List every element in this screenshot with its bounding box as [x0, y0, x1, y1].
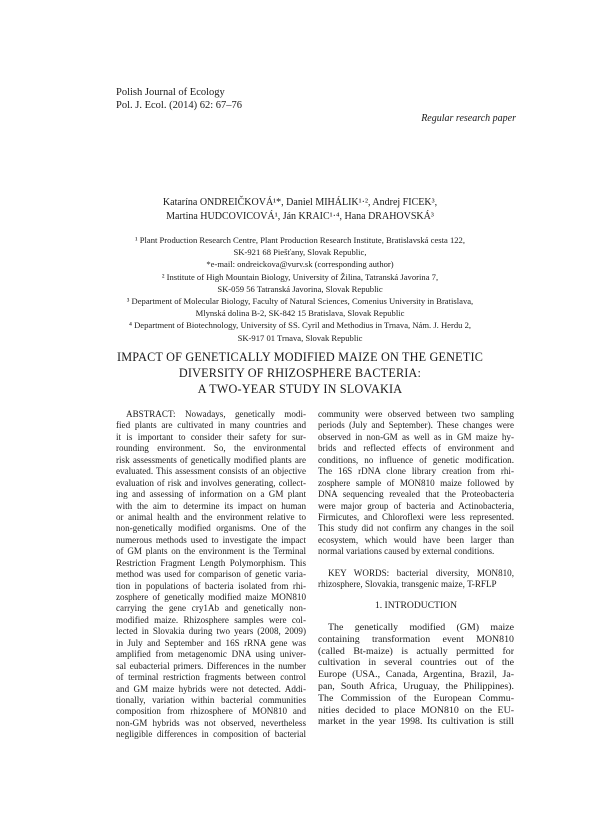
intro-line: nities decided to place MON810 on the EU-: [318, 704, 514, 716]
keywords-line: KEY WORDS: bacterial diversity, MON810,: [328, 567, 514, 578]
intro-line: The Commission of the European Commu-: [318, 692, 514, 704]
abstract-line: Firmicutes, and Chloroflexi were less represented.: [318, 511, 514, 522]
affiliation-line: ² Institute of High Mountain Biology, University of Žilina, Tatranská Javorina 7,: [161, 271, 439, 282]
title-line: DIVERSITY OF RHIZOSPHERE BACTERIA:: [178, 366, 422, 380]
authors-line-2: Martina HUDCOVICOVÁ¹, Ján KRAIC¹·⁴, Hana DRAHOVSKÁ³: [166, 210, 434, 222]
abstract-line: modified maize. Rhizosphere samples were col-: [116, 614, 306, 625]
abstract-line: tion in populations of bacteria isolated from rhi-: [116, 580, 306, 591]
abstract-line: were major group of bacteria and Actinobacteria,: [318, 500, 514, 511]
abstract-line: ing and assessing of information on a GM plant: [116, 489, 306, 500]
abstract-line: carrying the gene cry1Ab and genetically non-: [116, 603, 306, 614]
abstract-line: evaluation of risk and involves generating, collect-: [116, 477, 306, 488]
abstract-line: negligible differences in composition of bacterial: [116, 729, 306, 740]
abstract-line: DNA sequencing revealed that the Proteobacteria: [318, 489, 514, 500]
intro-line: cultivation in several countries out of the: [318, 657, 514, 669]
intro-line: (called Bt-maize) is actually permitted for: [318, 645, 514, 657]
affiliation-line: ⁴ Department of Biotechnology, University of SS. Cyril and Methodius in Trnava, Nám. J. Herdu 2,: [128, 320, 472, 331]
abstract-line: of terminal restriction fragments between control: [116, 672, 306, 683]
abstract-line: rounding environment. So, the environmental: [116, 443, 306, 454]
abstract-line: community were observed between two sampling: [318, 409, 514, 419]
abstract-line: ABSTRACT: Nowadays, genetically modi-: [126, 409, 306, 419]
affiliation-line: ¹ Plant Production Research Centre, Plant Production Research Institute, Bratislavská cesta 122,: [134, 235, 466, 245]
intro-line: Europe (USA., Canada, Argentina, Brazil, Ja-: [318, 669, 514, 681]
abstract-line: evaluated. This assessment consists of an objective: [116, 466, 306, 477]
section-heading-introduction: 1. INTRODUCTION: [374, 599, 458, 611]
keywords-line: rhizosphere, Slovakia, transgenic maize, T-RFLP: [318, 579, 497, 590]
abstract-line: with the aim to determine its impact on human: [116, 500, 306, 511]
title-line: IMPACT OF GENETICALLY MODIFIED MAIZE ON THE GENETIC: [116, 350, 484, 364]
author-list: [90, 196, 510, 223]
abstract-right-column: [318, 409, 514, 728]
abstract-line: normal variations caused by external conditions.: [318, 546, 495, 557]
abstract-line: ecosystem, which would have been larger than: [318, 534, 514, 545]
journal-header: [116, 86, 242, 112]
intro-line: market in the year 1998. Its cultivation is still: [318, 716, 514, 728]
intro-line: The genetically modified (GM) maize: [328, 622, 514, 634]
title-line: A TWO-YEAR STUDY IN SLOVAKIA: [197, 382, 403, 396]
abstract-line: lected in Slovakia during two years (2008, 2009): [116, 626, 306, 637]
intro-line: containing transformation event MON810: [318, 633, 514, 645]
abstract-line: amplified from metagenomic DNA using univer-: [116, 649, 306, 660]
paper-type: Regular research paper: [421, 113, 516, 124]
abstract-line: periods (July and September). These changes were: [318, 420, 514, 431]
abstract-line: non-genetically modified organisms. One of the: [116, 523, 306, 534]
affiliation-line: *e-mail: ondreickova@vurv.sk (corresponding author): [206, 259, 394, 270]
abstract-line: risk assessments of genetically modified plants are: [116, 454, 306, 465]
abstract-line: The 16S rDNA clone library creation from rhi-: [318, 466, 514, 477]
abstract-line: conditions, no influence of genetic modification.: [318, 454, 514, 465]
keywords: [318, 568, 514, 591]
abstract-line: and GM maize hybrids were not detected. Addi-: [116, 683, 306, 694]
abstract-line: non-GM hybrids was not observed, nevertheless: [116, 717, 306, 728]
affiliation-line: Mlynská dolina B-2, SK-842 15 Bratislava, Slovak Republic: [195, 308, 405, 319]
abstract-line: in July and September and 16S rRNA gene was: [116, 637, 306, 648]
abstract-line: fied plants are cultivated in many countries and: [116, 420, 306, 431]
abstract-line: sal eubacterial primers. Differences in the number: [116, 660, 306, 671]
abstract-left-column: [116, 409, 306, 741]
abstract-line: composition from rhizosphere of MON810 and: [116, 706, 306, 717]
abstract-line: observed in non-GM as well as in GM maize hy-: [318, 431, 514, 442]
affiliations: [90, 234, 510, 344]
abstract-line: or animal health and the environment relative to: [116, 511, 306, 522]
abstract-line: This study did not confirm any changes in the soil: [318, 523, 514, 534]
abstract-line: brids and reflected effects of environment and: [318, 443, 514, 454]
intro-line: pan, South Africa, Uruguay, the Philippines).: [318, 681, 514, 692]
affiliation-line: SK-921 68 Piešťany, Slovak Republic,: [233, 247, 367, 258]
authors-line-1: Katarína ONDREIČKOVÁ¹*, Daniel MIHÁLIK¹·², Andrej FICEK³,: [162, 197, 438, 208]
abstract-line: tionally, variation within bacterial communities: [116, 694, 306, 705]
abstract-line: of GM plants on the environment is the Terminal: [116, 546, 306, 557]
introduction-text: [318, 622, 514, 728]
affiliation-line: SK-917 01 Trnava, Slovak Republic: [237, 332, 363, 343]
journal-name: Polish Journal of Ecology: [116, 87, 225, 98]
abstract-line: method was used for comparison of genetic varia-: [116, 569, 306, 580]
paper-title: [80, 349, 520, 397]
abstract-line: it is important to consider their safety for sur-: [116, 431, 306, 442]
abstract-line: zosphere sample of MON810 maize followed by: [318, 477, 514, 488]
journal-citation: Pol. J. Ecol. (2014) 62: 67–76: [116, 100, 242, 111]
abstract-line: numerous methods used to investigate the impact: [116, 534, 306, 545]
abstract-line: zosphere of genetically modified maize MON810: [116, 592, 306, 602]
affiliation-line: ³ Department of Molecular Biology, Faculty of Natural Sciences, Comenius University in Bratislava,: [126, 296, 474, 307]
affiliation-line: SK-059 56 Tatranská Javorina, Slovak Republic: [217, 283, 383, 294]
abstract-line: Restriction Fragment Length Polymorphism. This: [116, 557, 306, 568]
